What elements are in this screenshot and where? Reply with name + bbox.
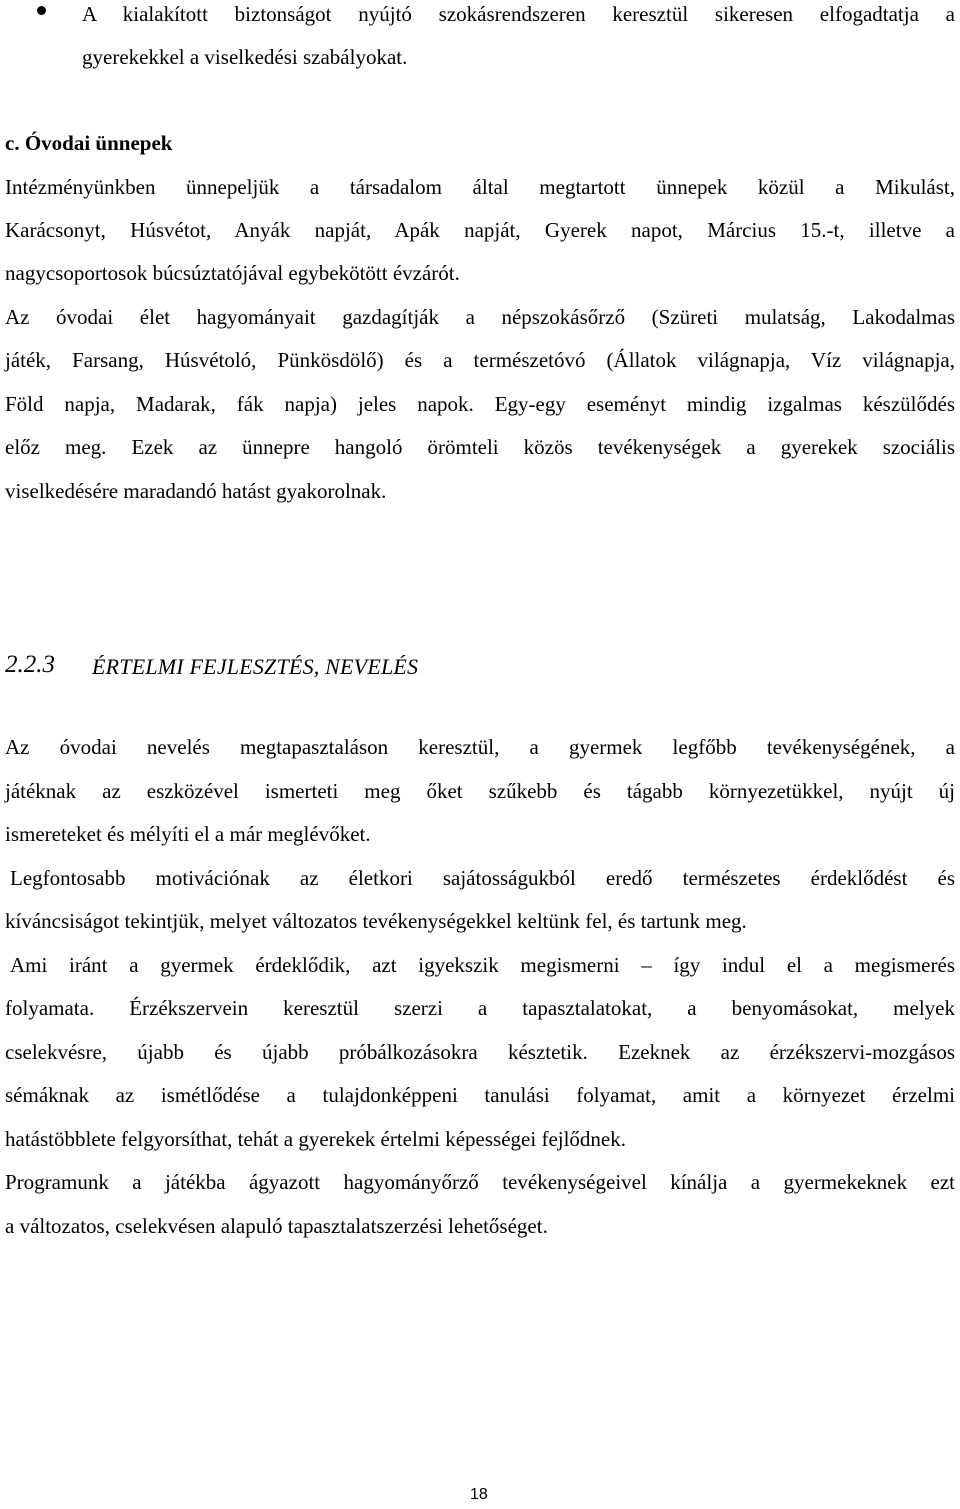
page-number: 18 [470, 1486, 488, 1503]
paragraph-line: Programunk a játékba ágyazott hagyományőrző tevékenységeivel kínálja a gyermekeknek ezt [5, 1170, 955, 1194]
paragraph-line: Ami iránt a gyermek érdeklődik, azt igyekszik megismerni – így indul el a megismerés [10, 953, 955, 977]
paragraph-line: sémáknak az ismétlődése a tulajdonképpeni tanulási folyamat, amit a környezet érzelmi [5, 1083, 955, 1107]
paragraph-line: előz meg. Ezek az ünnepre hangoló örömteli közös tevékenységek a gyerekek szociális [5, 435, 955, 459]
paragraph-line: kíváncsiságot tekintjük, melyet változatos tevékenységekkel keltünk fel, és tartunk meg. [5, 909, 747, 933]
paragraph-line: Intézményünkben ünnepeljük a társadalom által megtartott ünnepek közül a Mikulást, [5, 175, 955, 199]
paragraph-line: cselekvésre, újabb és újabb próbálkozásokra késztetik. Ezeknek az érzékszervi-mozgásos [5, 1040, 955, 1064]
paragraph-line: viselkedésére maradandó hatást gyakorolnak. [5, 479, 387, 503]
paragraph-line: Az óvodai élet hagyományait gazdagítják a népszokásőrző (Szüreti mulatság, Lakodalmas [5, 305, 955, 329]
paragraph-line: folyamata. Érzékszervein keresztül szerzi a tapasztalatokat, a benyomásokat, melyek [5, 996, 955, 1020]
paragraph-line: Föld napja, Madarak, fák napja) jeles napok. Egy-egy eseményt mindig izgalmas készülődés [5, 392, 955, 416]
paragraph-line: játéknak az eszközével ismerteti meg őket szűkebb és tágabb környezetükkel, nyújt új [5, 779, 955, 803]
paragraph-line: ismereteket és mélyíti el a már meglévőket. [5, 822, 371, 846]
bullet-icon [37, 6, 46, 15]
paragraph-line: játék, Farsang, Húsvétoló, Pünkösdölő) és a természetóvó (Állatok világnapja, Víz világnapja, [5, 348, 955, 372]
paragraph-line: Legfontosabb motivációnak az életkori sajátosságukból eredő természetes érdeklődést és [10, 866, 955, 890]
paragraph-line: Karácsonyt, Húsvétot, Anyák napját, Apák napját, Gyerek napot, Március 15.-t, illetve a [5, 218, 955, 242]
paragraph-line: a változatos, cselekvésen alapuló tapasztalatszerzési lehetőséget. [5, 1214, 548, 1238]
paragraph-line: Az óvodai nevelés megtapasztaláson keresztül, a gyermek legfőbb tevékenységének, a [5, 735, 955, 759]
bullet-text-line: A kialakított biztonságot nyújtó szokásrendszeren keresztül sikeresen elfogadtatja a [82, 2, 955, 26]
section-title: ÉRTELMI FEJLESZTÉS, NEVELÉS [92, 654, 419, 679]
section-heading: c. Óvodai ünnepek [5, 131, 173, 155]
paragraph-line: hatástöbblete felgyorsíthat, tehát a gyerekek értelmi képességei fejlődnek. [5, 1127, 627, 1151]
bullet-text-line: gyerekekkel a viselkedési szabályokat. [82, 45, 408, 69]
section-number: 2.2.3 [5, 651, 55, 678]
paragraph-line: nagycsoportosok búcsúztatójával egybekötött évzárót. [5, 261, 460, 285]
